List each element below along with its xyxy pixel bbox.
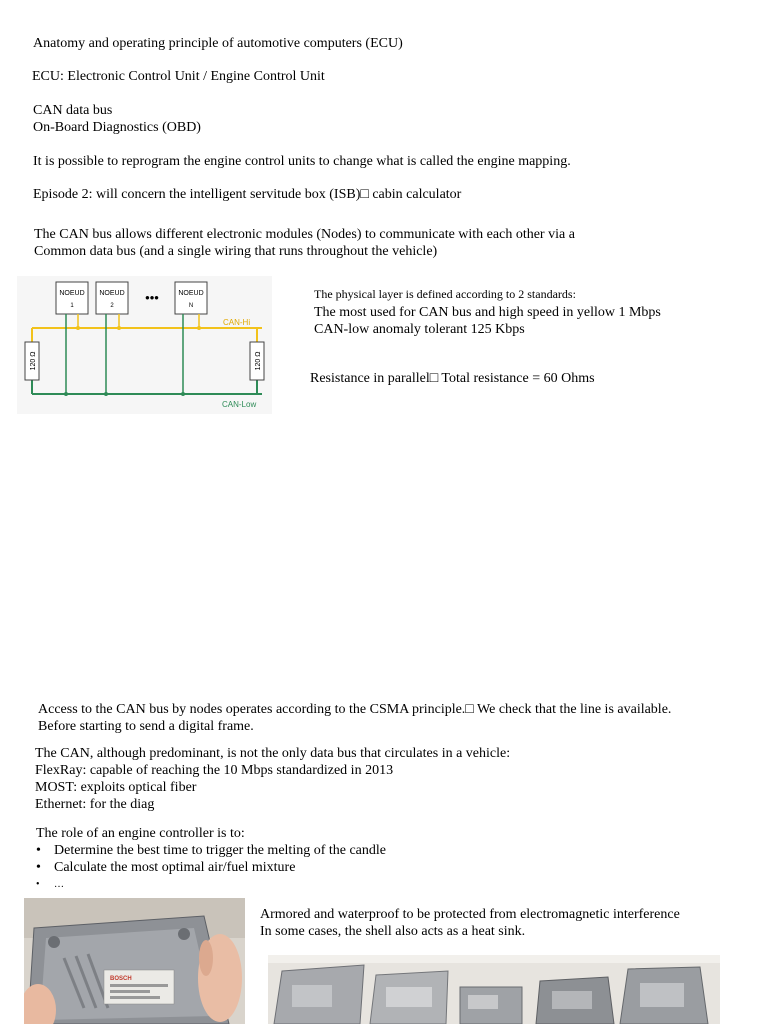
node-2-box [96, 282, 128, 314]
can-low-label: CAN-Low [222, 400, 257, 409]
role-list [36, 842, 386, 893]
ecu-lineup-photo [268, 955, 720, 1024]
resistor-right-label: 120 Ω [255, 351, 262, 371]
topic-obd: On-Board Diagnostics (OBD) [33, 120, 201, 135]
node-ellipsis: ••• [145, 290, 159, 305]
mount-hole [48, 936, 60, 948]
resistor-left-label: 120 Ω [30, 351, 37, 371]
buses-line-2: FlexRay: capable of reaching the 10 Mbps standardized in 2013 [35, 763, 394, 778]
node-n-number: N [188, 303, 194, 309]
buses-line-1: The CAN, although predominant, is not the only data bus that circulates in a vehicle: [35, 746, 511, 761]
role-heading: The role of an engine controller is to: [36, 826, 245, 841]
node-1-box [56, 282, 88, 314]
armor-line-2: In some cases, the shell also acts as a heat sink. [260, 924, 526, 939]
buses-text [35, 745, 510, 813]
node-2-number: 2 [110, 303, 114, 309]
role-item: • Calculate the most optimal air/fuel mixture [36, 859, 386, 876]
role-item: • Determine the best time to trigger the melting of the candle [36, 842, 386, 859]
node-1-hi-junction [76, 326, 80, 330]
armor-line-1: Armored and waterproof to be protected from electromagnetic interference [260, 907, 680, 922]
armor-text [260, 906, 680, 940]
role-item: • … [36, 876, 386, 893]
topic-list [33, 102, 201, 136]
csma-line-2: Before starting to send a digital frame. [38, 719, 254, 734]
node-2-low-junction [104, 392, 108, 396]
can-intro [34, 226, 575, 260]
resistance-text: Resistance in parallel□ Total resistance = 60 Ohms [310, 371, 595, 386]
topic-can: CAN data bus [33, 103, 113, 118]
ecu-photo [24, 898, 245, 1024]
node-2-label: NOEUD [99, 290, 125, 297]
physical-line-1: The most used for CAN bus and high speed in yellow 1 Mbps [314, 305, 661, 320]
reprogram-text: It is possible to reprogram the engine control units to change what is called the engine mapping. [33, 154, 571, 169]
mount-hole [178, 928, 190, 940]
physical-line-2: CAN-low anomaly tolerant 125 Kbps [314, 322, 525, 337]
node-n-box [175, 282, 207, 314]
can-hi-label: CAN-Hi [223, 318, 251, 327]
can-intro-line-2: Common data bus (and a single wiring that runs throughout the vehicle) [34, 244, 438, 259]
node-1-low-junction [64, 392, 68, 396]
can-bus-diagram [17, 276, 272, 414]
node-n-label: NOEUD [178, 290, 204, 297]
episode-text: Episode 2: will concern the intelligent servitude box (ISB)□ cabin calculator [33, 187, 462, 202]
ecu-brand: BOSCH [110, 976, 132, 982]
buses-line-3: MOST: exploits optical fiber [35, 780, 197, 795]
csma-text [38, 701, 671, 735]
role-section [36, 825, 386, 893]
node-n-hi-junction [197, 326, 201, 330]
physical-standards [314, 304, 661, 338]
node-n-low-junction [181, 392, 185, 396]
can-intro-line-1: The CAN bus allows different electronic modules (Nodes) to communicate with each other via a [34, 227, 575, 242]
buses-line-4: Ethernet: for the diag [35, 797, 155, 812]
node-2-hi-junction [117, 326, 121, 330]
physical-heading: The physical layer is defined according to 2 standards: [314, 287, 576, 301]
node-1-label: NOEUD [59, 290, 85, 297]
node-1-number: 1 [70, 303, 74, 309]
ecu-definition: ECU: Electronic Control Unit / Engine Control Unit [32, 69, 325, 84]
doc-title: Anatomy and operating principle of automotive computers (ECU) [33, 36, 403, 51]
csma-line-1: Access to the CAN bus by nodes operates according to the CSMA principle.□ We check that the line is available. [38, 702, 672, 717]
